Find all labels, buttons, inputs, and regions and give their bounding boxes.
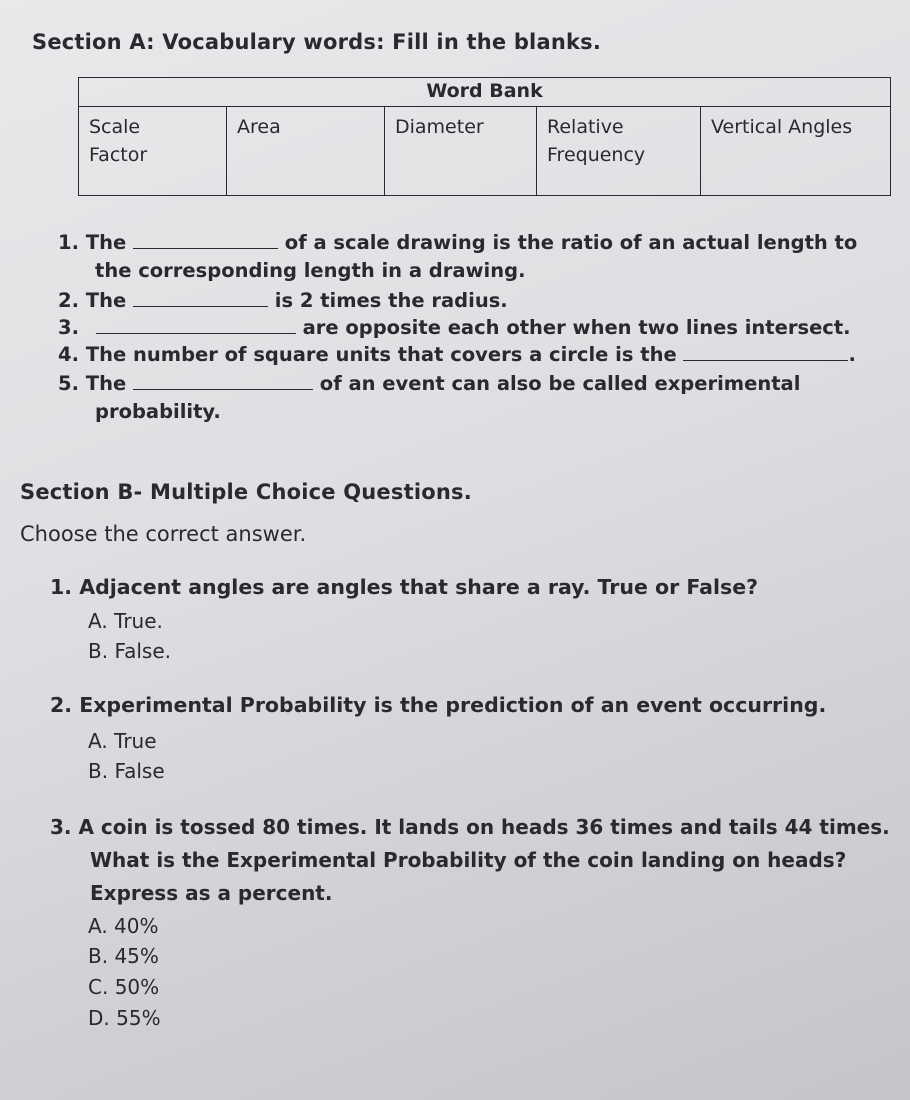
answer-option[interactable] xyxy=(88,609,163,633)
section-b-title: Section B- Multiple Choice Questions. xyxy=(20,480,472,504)
question-text-line: What is the Experimental Probability of the coin landing on heads? xyxy=(90,848,847,872)
question-text: A coin is tossed 80 times. It lands on heads 36 times and tails 44 times. xyxy=(78,815,890,839)
option-text: True xyxy=(114,729,157,753)
item-text-before: The number of square units that covers a circle is the xyxy=(85,343,677,366)
option-text: True. xyxy=(114,609,163,633)
item-text-after: of a scale drawing is the ratio of an actual length to xyxy=(284,231,858,254)
word-bank-word: Scale Factor xyxy=(89,116,148,166)
fill-item xyxy=(58,371,800,395)
answer-option[interactable] xyxy=(88,759,165,783)
answer-blank[interactable] xyxy=(133,288,268,307)
option-text: 45% xyxy=(114,944,159,968)
item-text-before: The xyxy=(85,231,127,254)
fill-item xyxy=(58,342,856,366)
item-number: 3. xyxy=(58,316,79,339)
question-number: 2. xyxy=(50,693,73,717)
word-bank-table xyxy=(78,77,891,196)
item-text-after: is 2 times the radius. xyxy=(274,289,508,312)
answer-blank[interactable] xyxy=(683,342,848,361)
item-number: 2. xyxy=(58,289,79,312)
item-text-before: The xyxy=(85,372,127,395)
question-text: Adjacent angles are angles that share a ray. True or False? xyxy=(79,575,759,599)
option-letter: C. xyxy=(88,975,109,999)
question-text: Experimental Probability is the prediction of an event occurring. xyxy=(79,693,827,717)
option-letter: B. xyxy=(88,639,109,663)
word-bank-cell xyxy=(227,107,385,196)
option-text: 50% xyxy=(114,975,160,999)
fill-item xyxy=(58,288,508,312)
option-letter: A. xyxy=(88,914,108,938)
option-text: 40% xyxy=(114,914,159,938)
item-text-before: The xyxy=(85,289,127,312)
fill-item xyxy=(58,230,857,254)
option-letter: D. xyxy=(88,1006,110,1030)
option-text: 55% xyxy=(116,1006,161,1030)
word-bank-word: Relative Frequency xyxy=(547,116,646,166)
answer-option[interactable] xyxy=(88,1006,161,1030)
word-bank-cell xyxy=(79,107,227,196)
answer-blank[interactable] xyxy=(96,315,296,334)
option-letter: B. xyxy=(88,759,109,783)
section-b-instruction: Choose the correct answer. xyxy=(20,522,307,546)
item-continuation: the corresponding length in a drawing. xyxy=(95,259,526,282)
word-bank-title: Word Bank xyxy=(79,78,891,107)
item-continuation: probability. xyxy=(95,400,221,423)
option-letter: A. xyxy=(88,609,108,633)
item-number: 5. xyxy=(58,372,79,395)
option-text: False. xyxy=(114,639,171,663)
section-a-title: Section A: Vocabulary words: Fill in the blanks. xyxy=(32,30,602,54)
item-text-after: of an event can also be called experimental xyxy=(319,372,801,395)
word-bank-word: Vertical Angles xyxy=(711,116,853,138)
word-bank-cell xyxy=(385,107,537,196)
answer-option[interactable] xyxy=(88,639,171,663)
option-text: False xyxy=(114,759,165,783)
answer-option[interactable] xyxy=(88,729,157,753)
word-bank-word: Area xyxy=(237,116,281,138)
question-text-line: Express as a percent. xyxy=(90,881,333,905)
question xyxy=(50,693,826,717)
item-text-after: . xyxy=(848,343,856,366)
answer-option[interactable] xyxy=(88,975,159,999)
question xyxy=(50,575,758,599)
word-bank-cell xyxy=(537,107,701,196)
item-number: 1. xyxy=(58,231,79,254)
option-letter: B. xyxy=(88,944,109,968)
word-bank-word: Diameter xyxy=(395,116,484,138)
fill-item xyxy=(58,315,851,339)
question xyxy=(50,815,890,839)
option-letter: A. xyxy=(88,729,108,753)
answer-option[interactable] xyxy=(88,944,159,968)
word-bank-cell xyxy=(701,107,891,196)
question-number: 3. xyxy=(50,815,72,839)
question-number: 1. xyxy=(50,575,73,599)
answer-option[interactable] xyxy=(88,914,159,938)
item-number: 4. xyxy=(58,343,79,366)
item-text-after: are opposite each other when two lines intersect. xyxy=(302,316,851,339)
answer-blank[interactable] xyxy=(133,371,313,390)
answer-blank[interactable] xyxy=(133,230,278,249)
